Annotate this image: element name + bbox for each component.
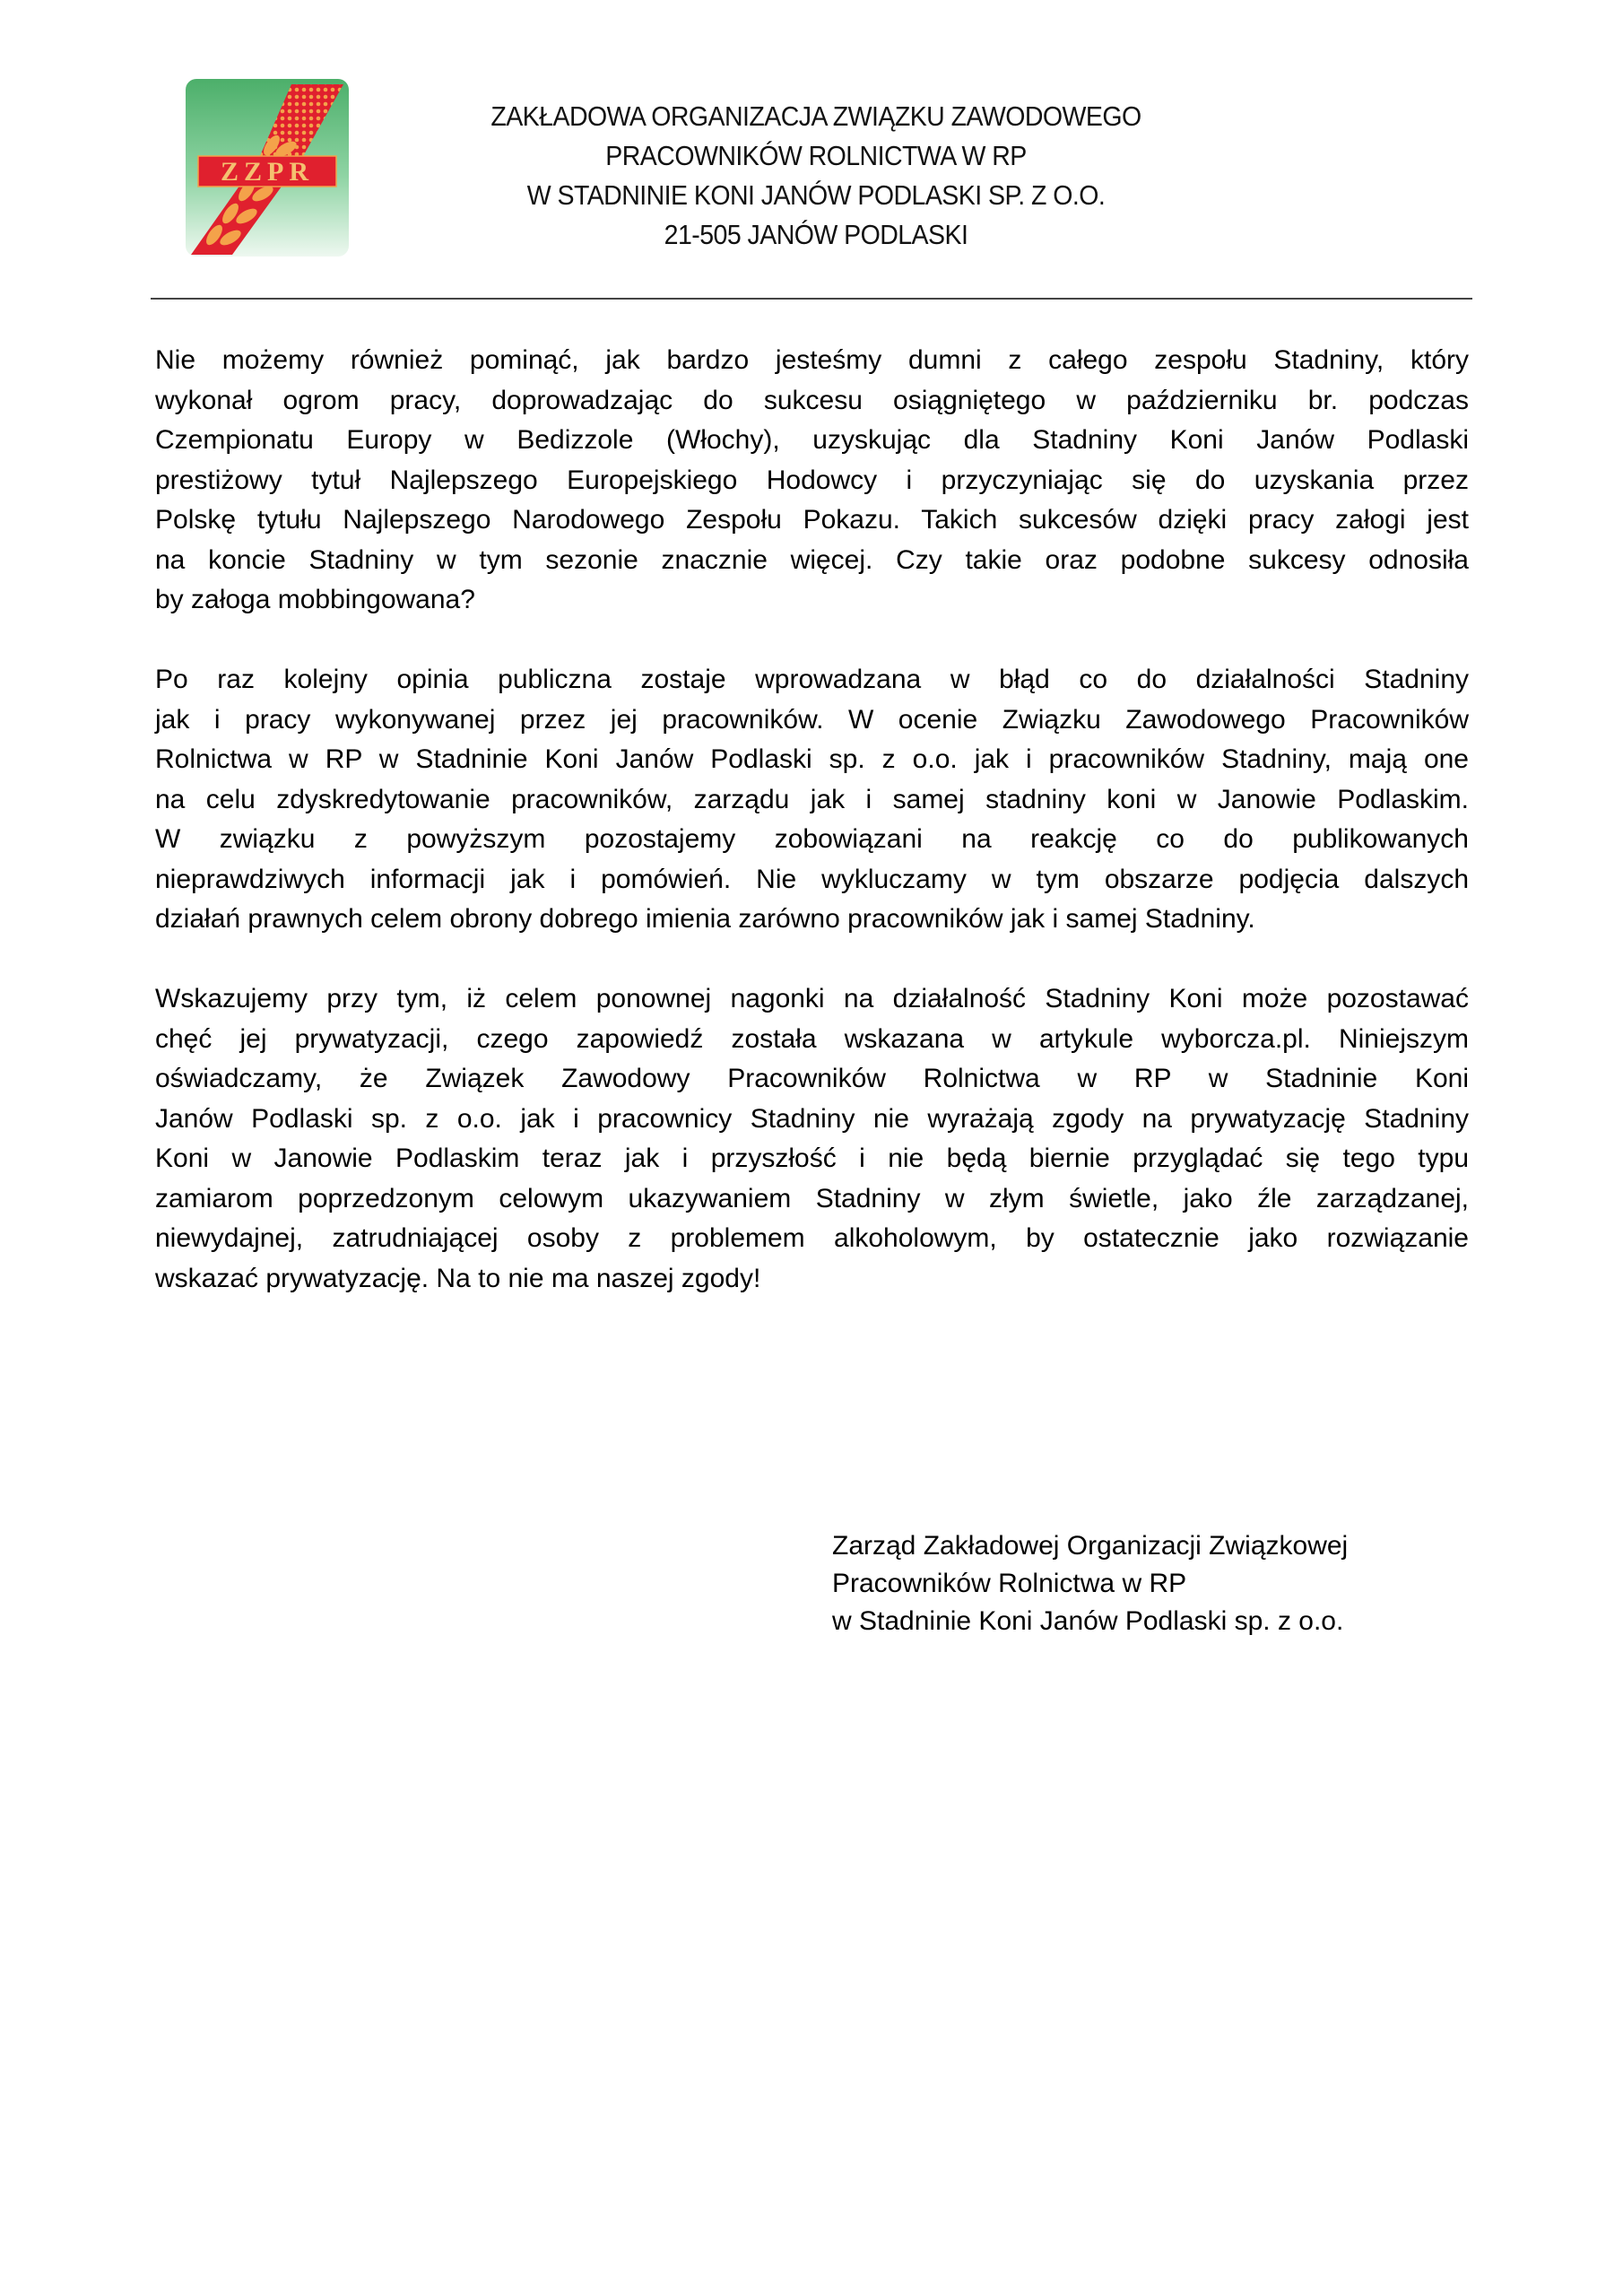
- svg-text:ZZPR: ZZPR: [220, 157, 315, 187]
- paragraph-line: na koncie Stadniny w tym sezonie znacznie więcej. Czy takie oraz podobne sukcesy odnosiła: [155, 544, 1469, 575]
- paragraph-line: Nie możemy również pominąć, jak bardzo jesteśmy dumni z całego zespołu Stadniny, który: [155, 345, 1469, 375]
- org-header-line-3: W STADNINIE KONI JANÓW PODLASKI SP. Z O.O.: [526, 179, 1106, 211]
- paragraph-line: by załoga mobbingowana?: [155, 585, 475, 614]
- paragraph-line: Po raz kolejny opinia publiczna zostaje wprowadzana w błąd co do działalności Stadniny: [155, 665, 1469, 694]
- paragraph-line: działań prawnych celem obrony dobrego imienia zarówno pracowników jak i samej Stadniny.: [155, 904, 1255, 934]
- signature-line-3: w Stadninie Koni Janów Podlaski sp. z o.o.: [832, 1606, 1344, 1636]
- org-header-line-4: 21-505 JANÓW PODLASKI: [664, 219, 968, 250]
- org-header-line-2: PRACOWNIKÓW ROLNICTWA W RP: [605, 140, 1027, 171]
- paragraph-3: [155, 979, 1469, 1299]
- paragraph-line: Rolnictwa w RP w Stadninie Koni Janów Podlaski sp. z o.o. jak i pracowników Stadniny, mają one: [155, 744, 1469, 774]
- paragraph-line: Koni w Janowie Podlaskim teraz jak i przyszłość i nie będą biernie przyglądać się tego typu: [155, 1144, 1469, 1173]
- paragraph-line: jak i pracy wykonywanej przez jej pracowników. W ocenie Związku Zawodowego Pracowników: [155, 704, 1469, 735]
- paragraph-line: W związku z powyższym pozostajemy zobowiązani na reakcję co do publikowanych: [155, 824, 1469, 854]
- paragraph-line: Polskę tytułu Najlepszego Narodowego Zespołu Pokazu. Takich sukcesów dzięki pracy załogi jest: [155, 505, 1469, 535]
- letter-body: [155, 341, 1469, 1339]
- zzpr-logo: [186, 79, 349, 257]
- paragraph-line: na celu zdyskredytowanie pracowników, zarządu jak i samej stadniny koni w Janowie Podlaskim.: [155, 784, 1469, 814]
- paragraph-line: Wskazujemy przy tym, iż celem ponownej nagonki na działalność Stadniny Koni może pozostawać: [155, 984, 1469, 1013]
- paragraph-line: wskazać prywatyzację. Na to nie ma naszej zgody!: [155, 1263, 761, 1293]
- signature-block: [832, 1527, 1348, 1640]
- signature-line-1: Zarząd Zakładowej Organizacji Związkowej: [832, 1531, 1349, 1561]
- paragraph-1: [155, 341, 1469, 621]
- paragraph-line: zamiarom poprzedzonym celowym ukazywaniem Stadniny w złym świetle, jako źle zarządzanej,: [155, 1183, 1469, 1213]
- org-header-line-1: ZAKŁADOWA ORGANIZACJA ZWIĄZKU ZAWODOWEGO: [490, 100, 1141, 132]
- wheat-ear-logo-icon: [186, 79, 349, 257]
- paragraph-line: nieprawdziwych informacji jak i pomówień. Nie wykluczamy w tym obszarze podjęcia dalszych: [155, 864, 1469, 894]
- paragraph-line: oświadczamy, że Związek Zawodowy Pracowników Rolnictwa w RP w Stadninie Koni: [155, 1064, 1469, 1093]
- paragraph-line: chęć jej prywatyzacji, czego zapowiedź została wskazana w artykule wyborcza.pl. Niniejszym: [155, 1023, 1469, 1054]
- paragraph-2: [155, 660, 1469, 940]
- signature-line-2: Pracowników Rolnictwa w RP: [832, 1569, 1187, 1598]
- paragraph-line: Janów Podlaski sp. z o.o. jak i pracownicy Stadniny nie wyrażają zgody na prywatyzację Stadniny: [155, 1103, 1469, 1134]
- paragraph-line: prestiżowy tytuł Najlepszego Europejskiego Hodowcy i przyczyniając się do uzyskania przez: [155, 465, 1469, 495]
- paragraph-line: wykonał ogrom pracy, doprowadzając do sukcesu osiągniętego w październiku br. podczas: [155, 385, 1469, 415]
- organization-header: [421, 97, 1211, 255]
- paragraph-line: Czempionatu Europy w Bedizzole (Włochy), uzyskując dla Stadniny Koni Janów Podlaski: [155, 425, 1469, 455]
- paragraph-line: niewydajnej, zatrudniającej osoby z problemem alkoholowym, by ostatecznie jako rozwiązanie: [155, 1223, 1469, 1253]
- header-divider: [151, 298, 1472, 300]
